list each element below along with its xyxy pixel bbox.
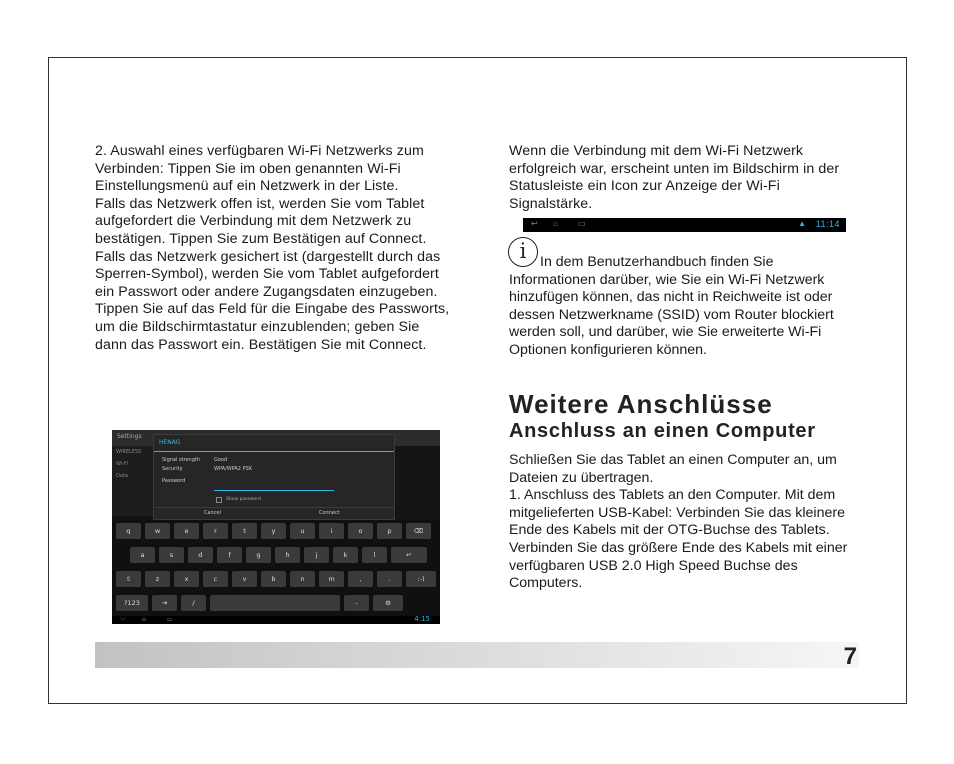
- keyboard-key[interactable]: n: [290, 571, 315, 587]
- paragraph-connection-success: Wenn die Verbindung mit dem Wi-Fi Netzwerk erfolgreich war, erscheint unten im Bildschirm in der Statusleiste ein Icon zur Anzeige der Wi-Fi Signalstärke.: [509, 143, 840, 212]
- keyboard-key[interactable]: b: [261, 571, 286, 587]
- keyboard-key[interactable]: u: [290, 523, 315, 539]
- connect-button[interactable]: Connect: [319, 510, 340, 516]
- tablet-settings-label: Settings: [117, 433, 142, 440]
- keyboard-key[interactable]: q: [116, 523, 141, 539]
- keyboard-key[interactable]: o: [348, 523, 373, 539]
- keyboard-key[interactable]: g: [246, 547, 271, 563]
- dialog-buttons: [154, 507, 394, 520]
- info-icon: i: [508, 237, 538, 267]
- subsection-heading: Anschluss an einen Computer: [509, 420, 816, 442]
- keyboard-key[interactable]: ?123: [116, 595, 148, 611]
- paragraph-secured-network: Falls das Netzwerk gesichert ist (dargestellt durch das Sperren-Symbol), werden Sie vom Tablet aufgefordert ein Passwort oder andere Zugangsdaten einzugeben. Tippen Sie auf das Feld für die Eingabe des Passworts, um die Bildschirmtastatur einzublenden; geben Sie dann das Passwort ein. Bestätigen Sie mit Connect.: [95, 248, 450, 353]
- show-password-checkbox[interactable]: [216, 497, 222, 503]
- sidebar-line: Wi-Fi: [116, 461, 128, 467]
- keyboard-key[interactable]: k: [333, 547, 358, 563]
- signal-value: Good: [214, 457, 228, 463]
- paragraph-user-manual-note: [509, 254, 861, 360]
- recent-apps-icon[interactable]: ▭: [167, 616, 173, 623]
- back-icon[interactable]: ﹀: [120, 618, 127, 624]
- show-password-label: Show password: [226, 497, 261, 502]
- recent-apps-icon: ▭: [578, 219, 586, 228]
- keyboard-key[interactable]: w: [145, 523, 170, 539]
- keyboard-key[interactable]: v: [232, 571, 257, 587]
- tablet-wifi-screenshot: [112, 430, 440, 624]
- keyboard-key[interactable]: x: [174, 571, 199, 587]
- wifi-signal-icon: ▲: [798, 219, 806, 228]
- keyboard-key[interactable]: i: [319, 523, 344, 539]
- paragraph-usb-connection: 1. Anschluss des Tablets an den Computer. Mit dem mitgelieferten USB-Kabel: Verbinden Sie das kleinere Ende des Kabels mit der OTG-Buchse des Tablets. Verbinden Sie das größere Ende des Kabels mit einer verfügbaren USB 2.0 High Speed Buchse des Computers.: [509, 487, 848, 592]
- security-value: WPA/WPA2 PSK: [214, 466, 253, 472]
- keyboard-key[interactable]: c: [203, 571, 228, 587]
- sidebar-line: Data: [116, 473, 128, 479]
- keyboard-key[interactable]: z: [145, 571, 170, 587]
- signal-label: Signal strength: [162, 457, 201, 463]
- status-bar-screenshot: [523, 218, 846, 232]
- keyboard-key[interactable]: ⇧: [116, 571, 141, 587]
- keyboard-key[interactable]: p: [377, 523, 402, 539]
- home-icon: ⌂: [553, 219, 558, 228]
- home-icon[interactable]: ⌂: [142, 616, 146, 623]
- cancel-button[interactable]: Cancel: [204, 510, 221, 516]
- tablet-navigation-bar: [112, 616, 440, 624]
- page-number: 7: [843, 643, 857, 670]
- paragraph-select-network: 2. Auswahl eines verfügbaren Wi-Fi Netzwerks zum Verbinden: Tippen Sie im oben genannten Wi-Fi Einstellungsmenü auf ein Netzwerk in der Liste.: [95, 143, 424, 195]
- keyboard-key[interactable]: :-): [406, 571, 436, 587]
- paragraph-connect-computer: Schließen Sie das Tablet an einen Computer an, um Dateien zu übertragen.: [509, 452, 837, 486]
- dialog-title: HENAG: [159, 439, 181, 446]
- sidebar-line: WIRELESS: [116, 449, 142, 455]
- section-heading: Weitere Anschlüsse: [509, 389, 773, 419]
- keyboard-key[interactable]: a: [130, 547, 155, 563]
- keyboard-key[interactable]: s: [159, 547, 184, 563]
- back-icon: ↩: [531, 219, 538, 228]
- keyboard-key[interactable]: y: [261, 523, 286, 539]
- keyboard-key[interactable]: .: [377, 571, 402, 587]
- keyboard-key[interactable]: m: [319, 571, 344, 587]
- keyboard-key[interactable]: d: [188, 547, 213, 563]
- keyboard-key[interactable]: e: [174, 523, 199, 539]
- keyboard-key[interactable]: /: [181, 595, 206, 611]
- keyboard-key[interactable]: ⇥: [152, 595, 177, 611]
- info-note-text: In dem Benutzerhandbuch finden Sie Informationen darüber, wie Sie ein Wi-Fi Netzwerk hinzufügen können, das nicht in Reichweite ist oder dessen Netzwerkname (SSID) vom Router blockiert werden soll, und darüber, wie Sie erweiterte Wi-Fi Optionen konfigurieren können.: [509, 254, 834, 358]
- password-label: Password: [162, 478, 186, 484]
- keyboard-key[interactable]: r: [203, 523, 228, 539]
- dialog-divider: [154, 451, 394, 452]
- tablet-clock: 4:15: [414, 615, 430, 623]
- security-label: Security: [162, 466, 183, 472]
- keyboard-key[interactable]: f: [217, 547, 242, 563]
- keyboard-key[interactable]: t: [232, 523, 257, 539]
- onscreen-keyboard: [112, 520, 440, 616]
- left-column: [95, 143, 455, 354]
- right-column: [509, 143, 861, 213]
- password-field[interactable]: [214, 490, 334, 491]
- keyboard-key[interactable]: ⚙: [373, 595, 403, 611]
- keyboard-key[interactable]: ⌫: [406, 523, 431, 539]
- keyboard-key[interactable]: j: [304, 547, 329, 563]
- status-bar-clock: 11:14: [815, 219, 840, 229]
- paragraph-open-network: Falls das Netzwerk offen ist, werden Sie vom Tablet aufgefordert die Verbindung mit dem Netzwerk zu bestätigen. Tippen Sie zum Bestätigen auf Connect.: [95, 195, 427, 247]
- keyboard-key[interactable]: ↵: [391, 547, 427, 563]
- page-footer-bar: [95, 642, 859, 668]
- right-column-lower: [509, 452, 864, 593]
- wifi-connect-dialog: [153, 434, 395, 520]
- keyboard-key[interactable]: [210, 595, 340, 611]
- keyboard-key[interactable]: l: [362, 547, 387, 563]
- keyboard-key[interactable]: -: [344, 595, 369, 611]
- keyboard-key[interactable]: h: [275, 547, 300, 563]
- keyboard-key[interactable]: ,: [348, 571, 373, 587]
